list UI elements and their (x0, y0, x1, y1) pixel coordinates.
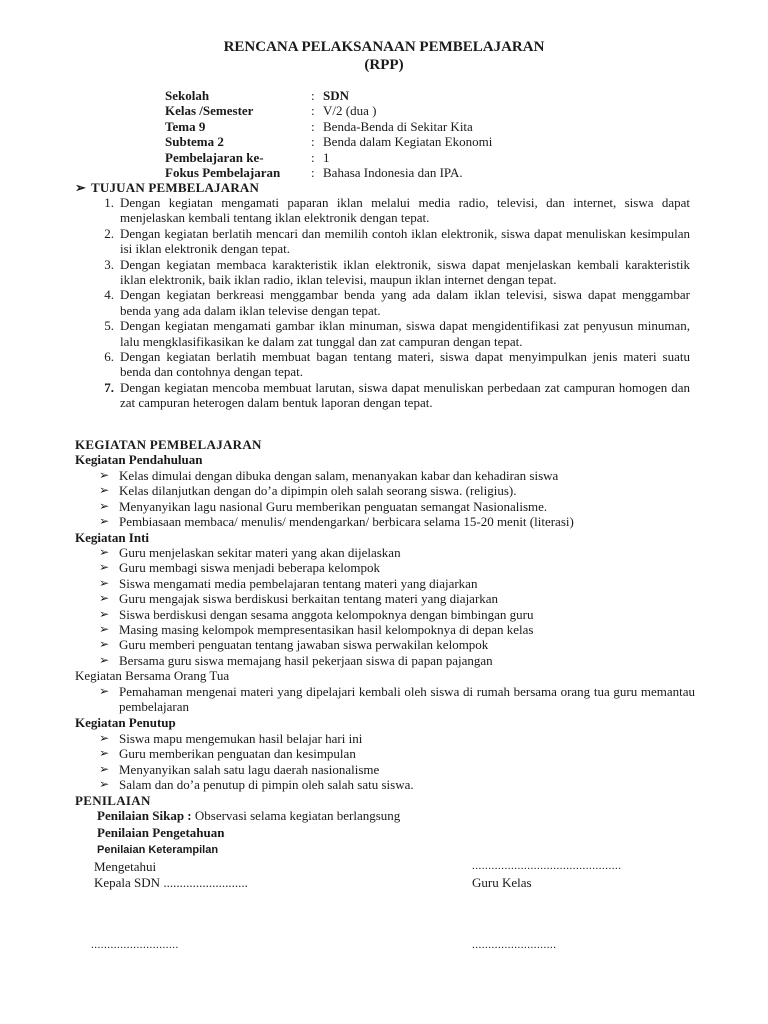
arrow-bullet-icon: ➢ (99, 746, 110, 761)
document-subtitle: (RPP) (364, 57, 404, 73)
arrow-bullet-icon: ➢ (99, 637, 110, 652)
arrow-bullet-icon: ➢ (99, 622, 110, 637)
arrow-bullet-icon: ➢ (99, 545, 110, 559)
info-label: Subtema 2 (165, 134, 224, 150)
penutup-heading: Kegiatan Penutup (75, 715, 176, 730)
inti-list (97, 545, 697, 668)
objective-item: 4. Dengan kegiatan berkreasi menggambar benda yang ada dalam iklan televisi, siswa dapat menggambar benda yang ada dalam iklan televise dengan tepat. (104, 287, 690, 318)
info-value: Benda-Benda di Sekitar Kita (323, 118, 473, 134)
info-row-kelas (165, 103, 492, 118)
arrow-bullet-icon: ➢ (99, 761, 110, 776)
arrow-bullet-icon: ➢ (99, 684, 110, 698)
list-item: ➢ Pembiasaan membaca/ menulis/ mendengarkan/ berbicara selama 15-20 menit (literasi) (99, 514, 574, 530)
inti-heading: Kegiatan Inti (75, 530, 150, 545)
arrow-bullet-icon: ➢ (99, 606, 110, 621)
arrow-bullet-icon: ➢ (99, 468, 110, 482)
list-item: ➢ Guru membagi siswa menjadi beberapa kelompok (99, 560, 381, 576)
penilaian-pengetahuan: Penilaian Pengetahuan (97, 825, 225, 840)
objective-item: 3. Dengan kegiatan membaca karakteristik iklan elektronik, siswa dapat menjelaskan kembali karakteristik iklan elektronik, baik iklan radio, iklan televisi, maupun iklan internet dengan tepat. (104, 256, 690, 288)
list-item: ➢ Siswa mengamati media pembelajaran tentang materi yang diajarkan (99, 575, 478, 591)
right-signature-dots: .......................... (472, 939, 557, 951)
info-row-fokus (165, 165, 492, 180)
penilaian-heading: PENILAIAN (75, 793, 151, 808)
identity-table (165, 88, 492, 180)
info-row-tema (165, 119, 492, 134)
kegiatan-heading: KEGIATAN PEMBELAJARAN (75, 437, 262, 452)
left-signature-dots: ........................... (91, 939, 179, 951)
penilaian-sikap-label: Penilaian Sikap : (97, 808, 192, 823)
penilaian-sikap-value: Observasi selama kegiatan berlangsung (191, 808, 401, 823)
arrow-bullet-icon: ➢ (99, 514, 110, 529)
info-colon: : (311, 103, 315, 119)
penutup-list (97, 731, 697, 793)
info-colon: : (311, 88, 315, 103)
tujuan-heading-row (75, 180, 259, 195)
arrow-bullet-icon: ➢ (99, 575, 110, 590)
arrow-bullet-icon: ➢ (99, 777, 110, 792)
info-label: Kelas /Semester (165, 103, 254, 119)
tujuan-heading: TUJUAN PEMBELAJARAN (91, 180, 260, 195)
list-item: ➢ Menyanyikan salah satu lagu daerah nasionalisme (99, 761, 380, 777)
arrow-bullet-icon: ➢ (99, 731, 110, 745)
info-value: Bahasa Indonesia dan IPA. (323, 164, 463, 180)
document-title: RENCANA PELAKSANAAN PEMBELAJARAN (223, 39, 545, 55)
arrow-bullet-icon: ➢ (99, 591, 110, 606)
info-colon: : (311, 134, 315, 150)
arrow-bullet-icon: ➢ (99, 652, 110, 667)
list-item: ➢ Siswa berdiskusi dengan sesama anggota kelompoknya dengan bimbingan guru (99, 606, 534, 622)
info-colon: : (311, 118, 315, 134)
info-row-subtema (165, 134, 492, 149)
info-label: Fokus Pembelajaran (165, 164, 281, 180)
info-colon: : (311, 164, 315, 180)
right-date-dots: .............................................. (472, 860, 622, 872)
objective-item: 5. Dengan kegiatan mengamati gambar iklan minuman, siswa dapat mengidentifikasi zat penyusun minuman, lalu mengklasifikasikan ke dalam zat tunggal dan zat campuran dengan tepat. (104, 318, 690, 349)
info-label: Tema 9 (165, 118, 206, 134)
orang-tua-heading: Kegiatan Bersama Orang Tua (75, 668, 230, 683)
list-item: ➢ Menyanyikan lagu nasional Guru memberikan penguatan semangat Nasionalisme. (99, 498, 548, 514)
list-item: ➢ Pemahaman mengenai materi yang dipelajari kembali oleh siswa di rumah bersama orang tua guru memantau pembelajaran (99, 684, 695, 715)
info-colon: : (311, 149, 315, 165)
guru-kelas-label: Guru Kelas (472, 875, 532, 890)
list-item: ➢ Siswa mapu mengemukan hasil belajar hari ini (99, 731, 363, 746)
list-item: ➢ Masing masing kelompok mempresentasikan hasil kelompoknya di depan kelas (99, 622, 534, 638)
arrow-bullet-icon: ➢ (75, 180, 87, 195)
arrow-bullet-icon: ➢ (99, 498, 110, 513)
arrow-bullet-icon: ➢ (99, 560, 110, 575)
list-item: ➢ Guru memberikan penguatan dan kesimpulan (99, 746, 356, 762)
tujuan-list (97, 195, 690, 411)
objective-item: 1. Dengan kegiatan mengamati paparan iklan melalui media radio, televisi, dan internet, siswa dapat menjelaskan kembali tentang iklan elektronik dengan tepat. (104, 195, 690, 226)
info-label: Sekolah (165, 88, 210, 103)
list-item: ➢ Kelas dilanjutkan dengan do’a dipimpin oleh salah seorang siswa. (religius). (99, 483, 517, 499)
list-item: ➢ Kelas dimulai dengan dibuka dengan salam, menanyakan kabar dan kehadiran siswa (99, 468, 559, 483)
list-item: ➢ Guru memberi penguatan tentang jawaban siswa perwakilan kelompok (99, 637, 489, 653)
objective-item: 2. Dengan kegiatan berlatih mencari dan memilih contoh iklan elektronik, siswa dapat menuliskan kesimpulan isi iklan elektronik dengan tepat. (104, 225, 690, 257)
kepala-sdn-label: Kepala SDN .......................... (94, 875, 248, 890)
arrow-bullet-icon: ➢ (99, 483, 110, 498)
list-item: ➢ Guru menjelaskan sekitar materi yang akan dijelaskan (99, 545, 401, 560)
list-item: ➢ Bersama guru siswa memajang hasil pekerjaan siswa di papan pajangan (99, 652, 493, 668)
info-row-pembelajaran (165, 150, 492, 165)
orang-tua-list (97, 684, 695, 715)
mengetahui-label: Mengetahui (94, 859, 157, 874)
info-value: V/2 (dua ) (323, 103, 377, 119)
pendahuluan-list (97, 468, 697, 530)
info-row-sekolah (165, 88, 492, 103)
objective-item: 7. Dengan kegiatan mencoba membuat larutan, siswa dapat menuliskan perbedaan zat campuran homogen dan zat campuran heterogen dalam bentuk laporan dengan tepat. (104, 379, 690, 411)
pendahuluan-heading: Kegiatan Pendahuluan (75, 452, 203, 467)
info-label: Pembelajaran ke- (165, 149, 264, 165)
penilaian-sikap (97, 808, 400, 823)
list-item: ➢ Guru mengajak siswa berdiskusi berkaitan tentang materi yang diajarkan (99, 591, 499, 607)
info-value: Benda dalam Kegiatan Ekonomi (323, 134, 493, 150)
info-value: 1 (323, 149, 330, 165)
list-item: ➢ Salam dan do’a penutup di pimpin oleh salah satu siswa. (99, 777, 414, 793)
info-value: SDN (323, 88, 350, 103)
objective-item: 6. Dengan kegiatan berlatih membuat bagan tentang materi, siswa dapat menyimpulkan jenis materi suatu benda dan contohnya dengan tepat. (104, 349, 690, 380)
penilaian-keterampilan: Penilaian Keterampilan (97, 844, 219, 856)
